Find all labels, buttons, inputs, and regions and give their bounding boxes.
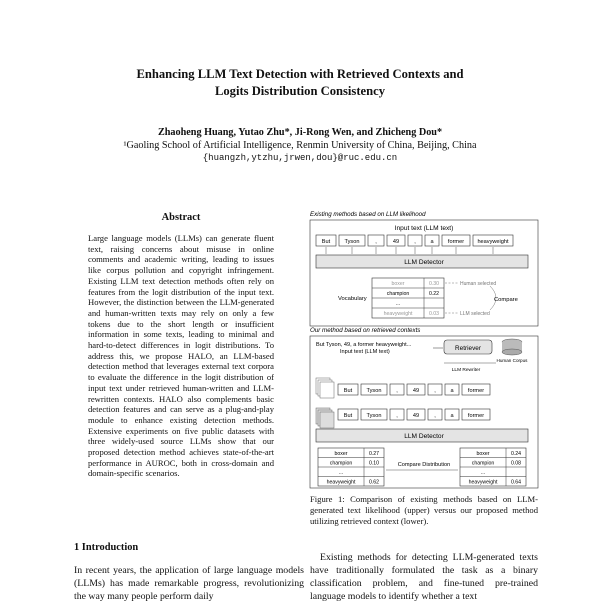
retriever-label: Retriever [455, 345, 481, 352]
token-text: former [447, 239, 465, 245]
dist-score: 0.24 [510, 451, 522, 457]
dist-word: heavyweight [468, 479, 498, 486]
token-text: 49 [392, 239, 400, 245]
dist-word: heavyweight [326, 479, 356, 486]
token-text: former [467, 413, 485, 419]
author-names: Zhaoheng Huang, Yutao Zhu*, Ji-Rong Wen, and Zhicheng Dou* [157, 127, 443, 138]
dist-word: ... [480, 470, 486, 476]
lower-token-rows [338, 384, 490, 420]
vocab-word: champion [386, 291, 410, 297]
vocab-word: ... [395, 301, 401, 307]
right-distribution-table [460, 448, 526, 486]
query-sublabel: Input text (LLM text) [340, 349, 390, 355]
token-text: , [375, 239, 377, 245]
token-text: But [321, 239, 331, 245]
lower-detector-label: LLM Detector [404, 433, 444, 440]
token-text: a [450, 413, 454, 419]
vocab-word: heavyweight [383, 311, 413, 317]
author-block [40, 126, 560, 165]
token-text: 49 [412, 413, 420, 419]
vocab-score: 0.22 [428, 291, 440, 297]
figure-1 [308, 208, 540, 490]
dist-score: 0.62 [368, 479, 380, 486]
left-distribution-table [318, 448, 384, 486]
token-text: , [414, 239, 416, 245]
right-column-text: Existing methods for detecting LLM-generated texts have traditionally formulated the task as a binary classification problem, and fine-tuned pre-trained language models to identify whether a text [310, 552, 538, 602]
dist-score: 0.27 [368, 451, 380, 457]
figure-caption: Figure 1: Comparison of existing methods based on LLM-generated text likelihood (upper) versus our proposed method utilizing retrieved context (lower). [310, 494, 538, 526]
human-selected-label: Human selected [460, 281, 497, 287]
title-line-1: Enhancing LLM Text Detection with Retrieved Contexts and [136, 67, 464, 81]
vocab-table [372, 278, 444, 318]
intro-text: In recent years, the application of large language models (LLMs) has made remarkable progress, revolutionizing the way many people perform daily [74, 565, 304, 602]
vocab-score: 0.30 [428, 281, 440, 287]
affiliation: ¹Gaoling School of Artificial Intelligence, Renmin University of China, Beijing, China [123, 140, 477, 151]
selection-arrows [445, 283, 496, 313]
token-text: , [396, 413, 398, 419]
token-text: Tyson [366, 413, 382, 419]
compare-label: Compare [494, 297, 518, 303]
query-text: But Tyson, 49, a former heavyweight... [316, 342, 412, 348]
email: {huangzh,ytzhu,jrwen,dou}@ruc.edu.cn [202, 153, 398, 163]
paper-title [60, 66, 540, 100]
token-text: Tyson [344, 239, 360, 245]
token-text: former [467, 388, 485, 394]
vocab-word: boxer [391, 281, 405, 287]
abstract-text: Large language models (LLMs) can generate fluent text, raising concerns about misuse in online comments and academic writing, leading to issues like corpus pollution and copyright infringement. Existing LLM text detection methods often rely on features from the logit distribution of the input text. However, the distinction between the LLM-generated and human-written texts may rely on only a few tokens due to the short length or insufficient information in some texts, leading to minimal and hard-to-detect differences in logit distributions. To address this, we propose HALO, an LLM-based detection method that leverages external text corpora to evaluate the difference in the logit distribution of input text under retrieved human-written and LLM-rewritten contexts. HALO also complements basic detection features and can serve as a plug-and-play module to enhance existing detection methods. Extensive experiments on five public datasets with three widely-used source LLMs show that our proposed detection method achieves state-of-the-art performance in AUROC, both in cross-domain and domain-specific scenarios. [88, 233, 274, 479]
vocab-score: 0.03 [428, 311, 440, 317]
dist-word: ... [338, 470, 344, 476]
llm-selected-label: LLM selected [460, 311, 490, 317]
token-text: But [343, 388, 353, 394]
token-text: , [434, 388, 436, 394]
dist-score: 0.64 [510, 479, 522, 486]
compare-distribution-label: Compare Distribution [397, 462, 451, 468]
token-text: heavyweight [477, 239, 509, 245]
upper-input-label: Input text (LLM text) [394, 225, 454, 232]
dist-word: champion [471, 460, 495, 467]
dist-score: 0.08 [510, 460, 522, 467]
dist-word: boxer [476, 451, 490, 457]
token-text: , [434, 413, 436, 419]
token-text: a [430, 239, 434, 245]
llm-rewriter-label: LLM Rewriter [451, 368, 481, 373]
document-stack-icons [316, 378, 334, 428]
dist-word: champion [329, 460, 353, 467]
human-corpus-label: Human Corpus [496, 358, 528, 363]
abstract-heading: Abstract [161, 212, 201, 223]
upper-section-label: Existing methods based on LLM likelihood [310, 211, 426, 218]
token-text: , [396, 388, 398, 394]
human-corpus-icon [502, 339, 522, 355]
dist-word: boxer [334, 451, 348, 457]
token-text: But [343, 413, 353, 419]
token-text: Tyson [366, 388, 382, 394]
token-text: a [450, 388, 454, 394]
upper-detector-label: LLM Detector [404, 259, 444, 266]
section-heading: 1 Introduction [74, 542, 139, 553]
vocabulary-label: Vocabulary [338, 296, 367, 302]
dist-score: 0.10 [368, 460, 380, 467]
token-text: 49 [412, 388, 420, 394]
upper-tokens [316, 235, 513, 246]
lower-section-label: Our method based on retrieved contexts [310, 327, 421, 334]
title-line-2: Logits Distribution Consistency [214, 84, 386, 98]
upper-arrows [326, 247, 493, 254]
